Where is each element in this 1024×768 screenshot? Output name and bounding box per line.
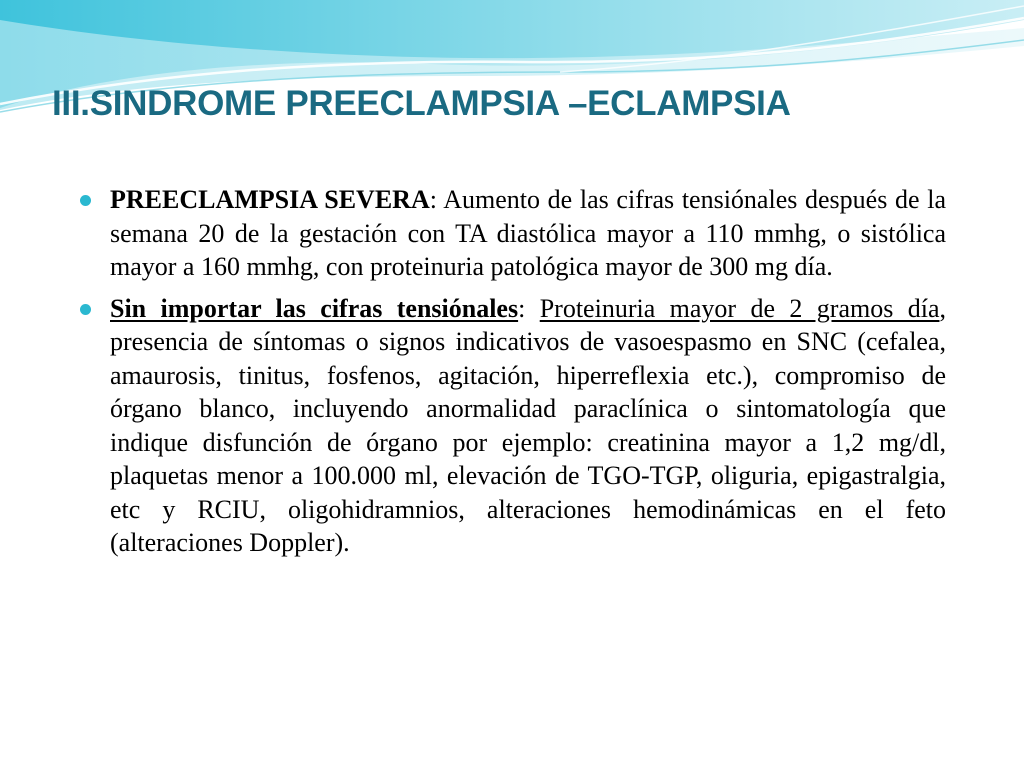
bullet-item-sin-importar (80, 292, 946, 560)
slide-title: III.SINDROME PREECLAMPSIA –ECLAMPSIA (52, 84, 791, 123)
bullet-body: Aumento de las cifras tensiónales después de la semana 20 de la gestación con TA diastólica mayor a 110 mmhg, o sistólica mayor a 160 mmhg, con proteinuria patológica mayor de 300 mg día. (110, 185, 946, 281)
bullet-body: , presencia de síntomas o signos indicativos de vasoespasmo en SNC (cefalea, amaurosis, tinitus, fosfenos, agitación, hiperreflexia etc.), compromiso de órgano blanco, incluyendo anormalidad paraclínica o sintomatología que indique disfunción de órgano por ejemplo: creatinina mayor a 1,2 mg/dl, plaquetas menor a 100.000 ml, elevación de TGO-TGP, oliguria, epigastralgia, etc y RCIU, oligohidramnios, alteraciones hemodinámicas en el feto (alteraciones Doppler). (110, 293, 946, 557)
bullet-term: PREECLAMPSIA SEVERA (110, 185, 430, 214)
bullet-separator: : (518, 293, 540, 323)
bullet-separator: : (429, 185, 444, 214)
bullet-dot-icon (80, 195, 91, 206)
bullet-item-preeclampsia-severa (80, 183, 946, 284)
bullet-dot-icon (80, 304, 91, 315)
bullet-text (110, 292, 946, 560)
bullet-list (80, 183, 946, 568)
bullet-underlined-phrase: Proteinuria mayor de 2 gramos día (539, 293, 940, 323)
bullet-text (110, 183, 946, 284)
bullet-term: Sin importar las cifras tensiónales (110, 293, 519, 323)
